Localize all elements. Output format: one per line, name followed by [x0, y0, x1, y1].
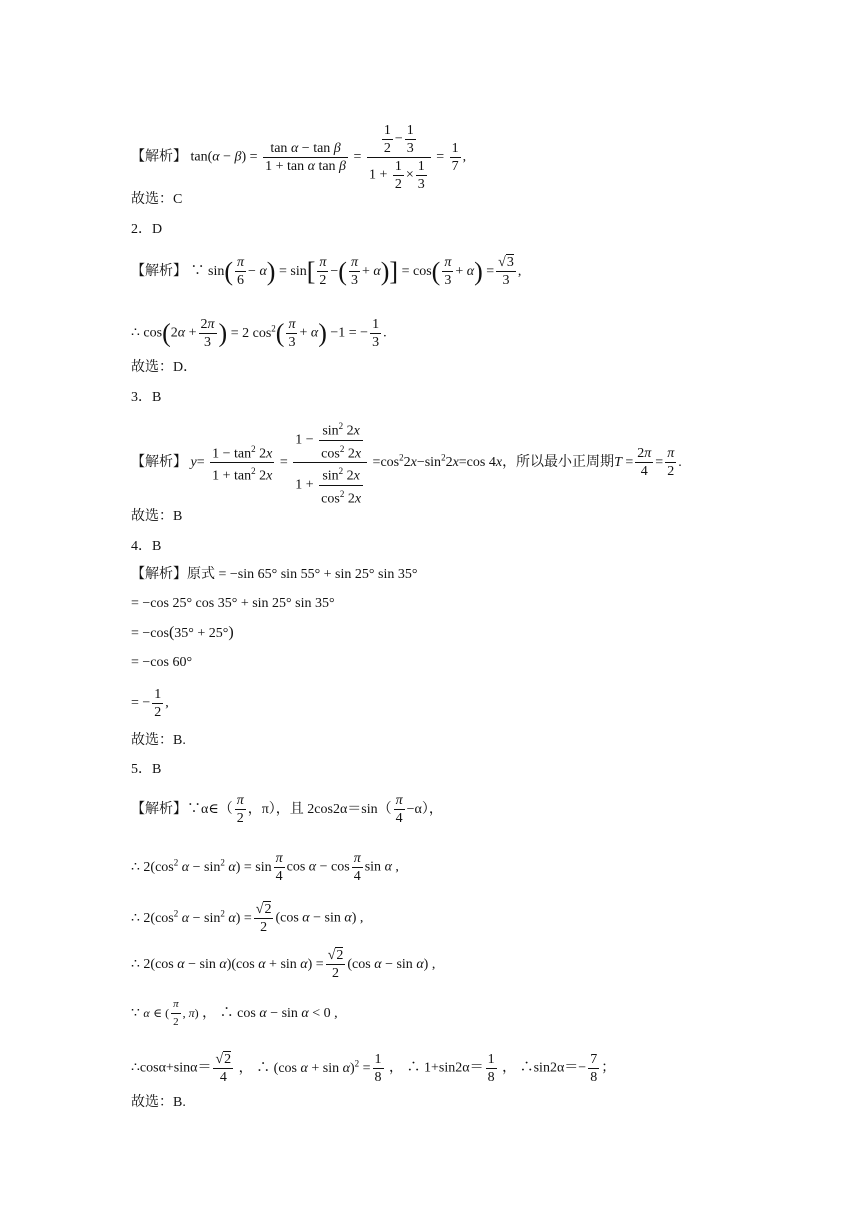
answer-line-2: 故选：D．	[131, 360, 198, 375]
solution-5-step-5: ∴cosα+sinα＝ $\frac{√2}{4}$ ， ∴ (cos α + sin α)$^2$ = $\frac{1}{8}$ ， ∴ 1+sin2α＝ $\frac{1}{8}$ ， ∴sin2α＝− $\frac{7}{8}$ ；	[131, 1051, 616, 1085]
condition-text: ，且 2cos2α＝sin（	[275, 802, 392, 817]
solution-4-step-1: = −cos 25° cos 35° + sin 25° sin 35°	[131, 596, 335, 611]
solution-5-step-2: ∴ $2(\cos^2$ $\alpha - \sin^2 \alpha$) = $\frac{√2}{2}$ (cos α − sin α) ,	[131, 901, 364, 935]
answer-line-5: 故选：B.	[131, 1095, 186, 1110]
question-5-number: 5．B	[131, 762, 162, 777]
analysis-label: 【解析】	[131, 455, 187, 471]
solution-4-step-3: = −cos 60°	[131, 655, 193, 670]
solution-5-analysis: 【解析】∵α∈（ $\frac{\pi}{2}$ ，π），且 2cos2α＝sin（ $\frac{\pi}{4}$ −α），	[131, 793, 443, 827]
solution-5-step-4: ∵ α ∈ ( $\frac{\pi}{2}$ , π) ， ∴ cos α − sin α < 0 ,	[131, 998, 338, 1029]
analysis-label: 【解析】	[131, 802, 187, 817]
solution-3-analysis: 【解析】 y= $\frac{1 - \tan^2 2x}{1 + \tan^2 2x}$ = 1 − $\frac{\sin^2 2x}{\cos^2 2x}$ 1 + $\frac{\sin^2 2x}{\cos^2 2x}$ $=\cos^22x-\sin^22x=\cos$ 4x，所以最小正周期T = $\frac{2\pi}{4}$ = $\frac{\pi}{2}$ .	[131, 418, 682, 496]
answer-line-1: 故选：C	[131, 192, 183, 207]
question-3-number: 3．B	[131, 390, 162, 405]
original-expression-label: 原式	[187, 567, 215, 582]
solution-2-step: ∴ cos(2α + $\frac{2\pi}{3}$ ) = 2 $\cos^2$( $\frac{\pi}{3}$ + α) −1 = − $\frac{1}{3}$ .	[131, 316, 387, 350]
solution-2-analysis: 【解析】 ∵ sin( $\frac{\pi}{6}$ − α) = sin[ $\frac{\pi}{2}$ −( $\frac{\pi}{3}$ + α)] = cos( $\frac{\pi}{3}$ + α) = $\frac{√3}{3}$ ,	[131, 255, 522, 289]
solution-5-step-3: ∴ 2(cos α − sin α)(cos α + sin α) = $\frac{√2}{2}$ (cos α − sin α) ,	[131, 948, 436, 982]
solution-5-step-1: ∴ $2(\cos^2$ $\alpha - \sin^2 \alpha) = \sin$ $\frac{\pi}{4}$ cos α − cos $\frac{\pi}{4}$ sin α ,	[131, 850, 399, 884]
solution-4-step-2: = −cos(35° + 25°)	[131, 624, 234, 641]
solution-4-step-4: = − $\frac{1}{2}$ ,	[131, 687, 169, 720]
question-2-number: 2．D	[131, 222, 163, 237]
analysis-label: 【解析】	[131, 264, 187, 279]
question-4-number: 4．B	[131, 539, 162, 554]
analysis-label: 【解析】	[131, 567, 187, 582]
solution-1-analysis: 【解析】 tan(α − β) = $\frac{\text{tan α − tan β}}{\text{1 + tan α tan β}}$ = $\frac{1}{2}$ − $\frac{1}{3}$ 1 + $\frac{1}{2}$ × $\frac{1}{3}$ = $\frac{1}{7}$ ,	[131, 123, 467, 192]
period-text: ，所以最小正周期	[502, 455, 615, 471]
answer-line-4: 故选：B.	[131, 733, 186, 748]
solution-4-analysis: 【解析】原式 = −sin 65° sin 55° + sin 25° sin 35°	[131, 567, 418, 582]
analysis-label: 【解析】	[131, 149, 187, 165]
answer-line-3: 故选：B	[131, 509, 183, 524]
